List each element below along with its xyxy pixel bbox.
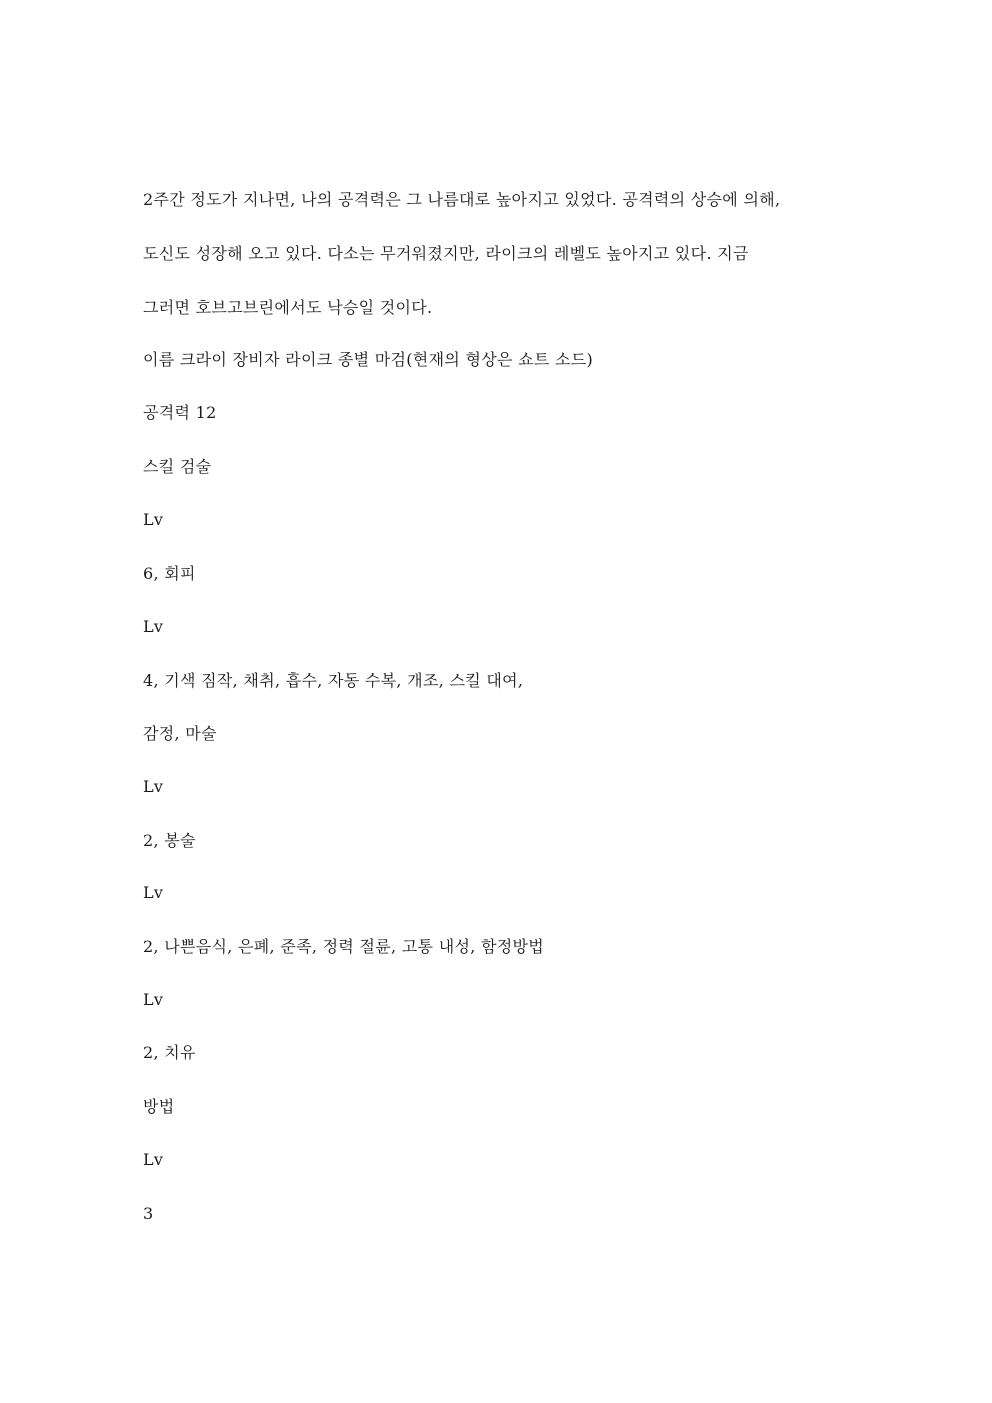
paragraph-line-1: 2주간 정도가 지나면, 나의 공격력은 그 나름대로 높아지고 있었다. 공격력의 상승에 의해, (143, 190, 781, 209)
status-line: Lv (143, 510, 164, 529)
status-line: Lv (143, 777, 164, 796)
paragraph-line-3: 그러면 호브고브린에서도 낙승일 것이다. (143, 298, 433, 317)
status-line: Lv (143, 883, 164, 902)
status-line: 감정, 마술 (143, 724, 217, 743)
status-line: 4, 기색 짐작, 채취, 흡수, 자동 수복, 개조, 스킬 대여, (143, 671, 524, 690)
status-line: Lv (143, 990, 164, 1009)
status-line: 2, 봉술 (143, 831, 196, 850)
status-line: 방법 (143, 1097, 175, 1116)
status-line: Lv (143, 1150, 164, 1169)
status-skill-line: 스킬 검술 (143, 457, 212, 476)
status-line: 3 (143, 1204, 154, 1223)
paragraph-line-2: 도신도 성장해 오고 있다. 다소는 무거워졌지만, 라이크의 레벨도 높아지고 있다. 지금 (143, 244, 749, 263)
status-line: Lv (143, 617, 164, 636)
status-name-line: 이름 크라이 장비자 라이크 종별 마검(현재의 형상은 쇼트 소드) (143, 350, 594, 369)
status-line: 2, 나쁜음식, 은폐, 준족, 정력 절륜, 고통 내성, 함정방법 (143, 937, 545, 956)
status-line: 6, 회피 (143, 564, 196, 583)
status-attack-line: 공격력 12 (143, 403, 217, 422)
status-line: 2, 치유 (143, 1043, 196, 1062)
